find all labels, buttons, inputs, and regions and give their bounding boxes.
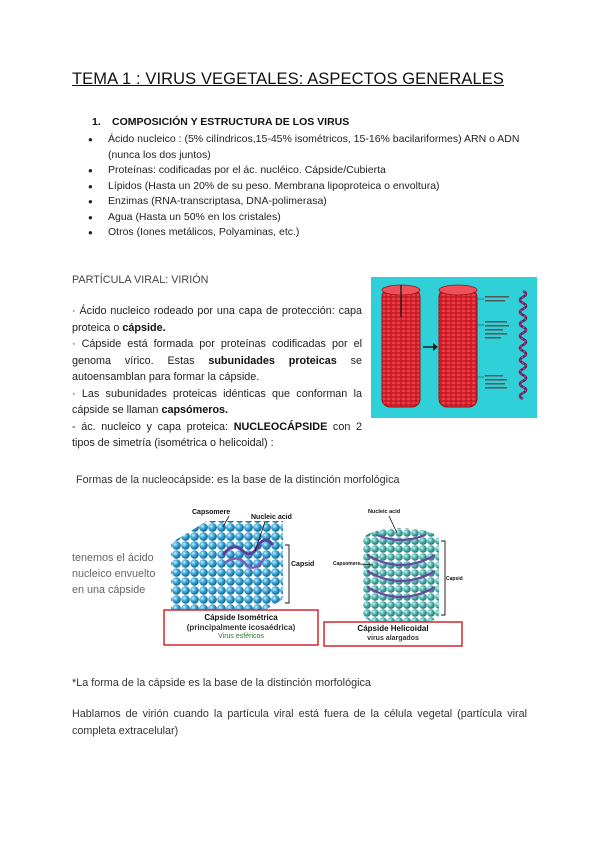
virion-heading: PARTÍCULA VIRAL: VIRIÓN: [72, 274, 209, 286]
helical-virus-illustration: [371, 277, 537, 418]
iso-title: Cápside Isométrica: [204, 613, 278, 622]
composition-list: [88, 132, 533, 241]
final-paragraph: Hablamos de virión cuando la partícula viral está fuera de la célula vegetal (partícula viral completa extracelular): [72, 708, 527, 737]
label-capsid-2: Capsid: [446, 576, 463, 582]
side-note: tenemos el ácido nucleico envuelto en una cápside: [72, 552, 156, 596]
list-item: ● Agua (Hasta un 50% en los cristales): [88, 210, 533, 226]
helical-caption: [324, 624, 462, 643]
virion-paragraph-3: [72, 386, 362, 419]
section-heading-text: COMPOSICIÓN Y ESTRUCTURA DE LOS VIRUS: [112, 116, 350, 128]
isometric-caption: [164, 613, 318, 642]
list-item: ● Lípidos (Hasta un 20% de su peso. Membrana lipoproteica o envoltura): [88, 179, 533, 195]
capside-note: *La forma de la cápside es la base de la distinción morfológica: [72, 677, 371, 689]
text-run: · Ácido nucleico rodeado por una capa de protección: capa proteica o: [72, 305, 362, 334]
capsid-types-figure: [163, 505, 463, 647]
section-number: 1.: [92, 116, 101, 128]
label-capsomere: Capsomere: [192, 509, 231, 516]
hel-subtitle: virus alargados: [367, 634, 419, 642]
label-capsomere-2: Capsomere: [333, 561, 361, 567]
bold-term: subunidades proteicas: [208, 354, 337, 367]
label-nucleic-acid: Nucleic acid: [251, 514, 292, 521]
bold-term: NUCLEOCÁPSIDE: [233, 420, 328, 433]
label-capsid: Capsid: [291, 561, 315, 568]
hel-title: Cápside Helicoidal: [357, 624, 429, 633]
list-item: ● Enzimas (RNA-transcriptasa, DNA-polimerasa): [88, 194, 533, 210]
label-nucleic-acid-2: Nucleic acid: [368, 509, 401, 515]
virion-text: [72, 303, 362, 452]
list-item: ● Ácido nucleico : (5% cilíndricos,15-45% isométricos, 15-16% bacilariformes) ARN o ADN (nunca los dos juntos): [88, 132, 533, 163]
text-run: con 2 tipos de simetría (isométrica o helicoidal) :: [72, 420, 362, 449]
text-run: · Cápside está formada por proteínas codificadas por el genoma vírico. Estas: [72, 338, 362, 367]
text-run: · Las subunidades proteicas idénticas que conforman la cápside se llaman: [72, 387, 362, 416]
virion-paragraph-2: [72, 336, 362, 386]
page-title: TEMA 1 : VIRUS VEGETALES: ASPECTOS GENERALES: [72, 70, 505, 88]
bold-term: cápside.: [122, 321, 166, 334]
annotation-lines: [485, 296, 509, 389]
iso-subtitle: (principalmente icosaédrica): [186, 622, 296, 632]
virion-paragraph-1: [72, 303, 362, 336]
section-heading: [92, 116, 349, 128]
iso-subtitle-2: Virus esféricos: [218, 633, 264, 640]
list-item: ● Proteínas: codificadas por el ác. nucléico. Cápside/Cubierta: [88, 163, 533, 179]
virion-paragraph-4: [72, 419, 362, 452]
bold-term: capsómeros.: [161, 404, 229, 416]
text-run: se autoensamblan para formar la cápside.: [72, 354, 362, 383]
text-run: - ác. nucleico y capa proteica:: [72, 420, 234, 433]
list-item: ● Otros (Iones metálicos, Polyaminas, etc.): [88, 225, 533, 241]
formas-heading: Formas de la nucleocápside: es la base de la distinción morfológica: [76, 474, 400, 486]
helical-virus-figure: [371, 277, 537, 418]
